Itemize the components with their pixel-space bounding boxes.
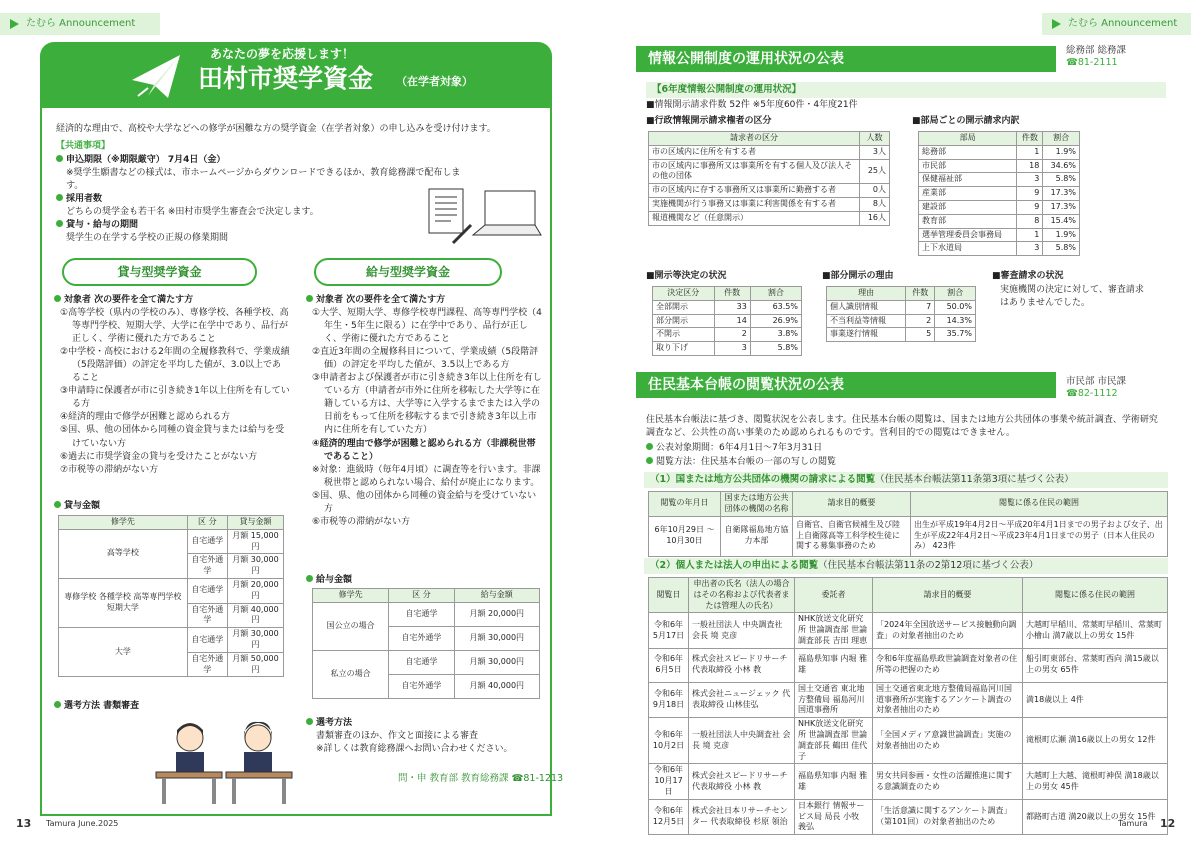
dept-label: ■部局ごとの開示請求内訳 — [912, 116, 1020, 126]
bullet-icon — [56, 155, 63, 162]
bullet-icon — [56, 220, 63, 227]
bullet-icon — [306, 295, 313, 302]
info-section-title: 情報公開制度の運用状況の公表 — [636, 46, 1056, 72]
list-item: ①大学、短期大学、専修学校専門課程、高等専門学校（4年生・5年生に限る）に在学中であり、品行が正しく、学術に優れた方であること — [312, 308, 542, 345]
bullet-icon — [306, 718, 313, 725]
header-tab-left: たむら Announcement — [0, 13, 160, 35]
grant-table: 修学先 区 分 給与金額 国公立の場合 自宅通学 月額 20,000円 自宅外通学 月額 30,000円 私立の場合 自宅通学 月額 30,000円 自宅外通学 月額 40,000円 — [312, 588, 540, 699]
partial-table: 理由 件数 割合 個人識別情報 7 50.0% 不当利益等情報 2 14.3% 事業遂行情報 5 35.7% — [826, 286, 976, 342]
list-item: ①高等学校（県内の学校のみ）、専修学校、各種学校、高等専門学校、短期大学、大学に在学中であり、品行が正しく、学術に優れた方であること — [60, 308, 289, 345]
period-line: 公表対象期間：6年4月1日～7年3月31日 — [656, 443, 823, 453]
bullet-icon — [306, 575, 313, 582]
dept-table: 部局 件数 割合 総務部 1 1.9% 市民部 18 34.6% 保健福祉部 3 5.8% 産業部 9 17.3% 建設部 9 17.3% 教育部 8 15.4% 選挙管理委員会事務局 1 1.9% 上下水道局 3 5.8% — [918, 131, 1080, 256]
list-item-note: ※対象：進級時（毎年4月頃）に調査等を行います。非課税世帯と認められない場合、給付が廃止になります。 — [312, 464, 541, 488]
list-item: ②中学校・高校における2年間の全履修教科で、学業成績（5段階評価）の評定を平均した値が、3.0以上であること — [60, 347, 290, 384]
list-item: ③申請時に保護者が市に引き続き1年以上住所を有している方 — [60, 386, 290, 410]
sec2-table: 閲覧日 申出者の氏名（法人の場合はその名称および代表者または管理人の氏名） 委託者 請求目的概要 閲覧に係る住民の範囲 令和6年5月17日 一般社団法人 中央調査社 会長 境 克彦 NHK放送文化研究所 世論調査部 世論調査部長 吉田 理恵 「2024年全国放送サービス接触動向調査」の対象者抽出のため 大越町早稲川、常葉町早稲川、常葉町小檜山 満7歳以上の男女 15件 令和6年6月5日 株式会社スピードリサーチ 代表取締役 小林 教 福島県知事 内堀 雅雄 令和6年度福島県政世論調査対象者の住所等の把握のため 船引町東部台、常葉町西向 満15歳以上の男女 65件 令和6年9月18日 株式会社ニュージェック 代表取締役 山林佳弘 国土交通省 東北地方整備局 福島河川国道事務所 国土交通省東北地方整備局福島河川国道事務所が実施するアンケート調査の対象者抽出のため 満18歳以上 4件 令和6年10月2日 一般社団法人中央調査社 会長 境 克彦 NHK放送文化研究所 世論調査部 世論調査部長 鶴田 佳代子 「全国メディア意識世論調査」実施の対象者抽出のため 滝根町広瀬 満16歳以上の男女 12件 令和6年10月17日 株式会社スピードリサーチ 代表取締役 小林 教 福島県知事 内堀 雅雄 男女共同参画・女性の活躍推進に関する意識調査のため 大越町上大越、滝根町神俣 満18歳以上の男女 45件 令和6年12月5日 株式会社日本リサーチセンター 代表取締役 杉原 領治 日本銀行 情報サービス局 局長 小牧 義弘 「生活意識に関するアンケート調査」（第101回）の対象者抽出のため 都路町古道 満20歳以上の男女 15件 — [648, 577, 1168, 835]
req-cat-label: ■行政情報開示請求権者の区分 — [646, 116, 772, 126]
common-heading: 【共通事項】 — [56, 141, 111, 151]
header-tab-right: たむら Announcement — [1042, 13, 1191, 35]
loan-selection: 選考方法 書類審査 — [64, 701, 140, 711]
list-item: ②直近3年間の全履修科目について、学業成績（5段階評価）の評定を平均した値が、3.5以上である方 — [312, 347, 539, 371]
decision-table: 決定区分 件数 割合 全部開示 33 63.5% 部分開示 14 26.9% 不開示 2 3.8% 取り下げ 3 5.8% — [652, 286, 802, 356]
review-text: 実施機関の決定に対して、審査請求はありませんでした。 — [1000, 285, 1144, 309]
req-cat-table: 請求者の区分 人数 市の区域内に住所を有する者 3人 市の区域内に事務所又は事業所を有する個人及び法人その他の団体 25人 市の区域内に存する事務所又は事業所に勤務する者 0人 実施機関が行う事務又は事業に利害関係を有する者 8人 報道機関など（任意開示） 16人 — [648, 131, 890, 226]
grant-type-title: 給与型奨学資金 — [314, 258, 502, 286]
loan-type-title: 貸与型奨学資金 — [62, 258, 257, 286]
partial-label: ■部分開示の理由 — [822, 271, 894, 281]
banner-title: 田村市奨学資金 — [198, 64, 374, 93]
loan-table: 修学先 区 分 貸与金額 高等学校 自宅通学 月額 15,000円 自宅外通学 月額 30,000円 専修学校 各種学校 高等専門学校 短期大学 自宅通学 月額 20,000円 自宅外通学 月額 40,000円 大学 自宅通学 月額 30,000円 自宅外通学 月額 50,000円 — [58, 515, 284, 677]
list-item: ③申請者および保護者が市に引き続き3年以上住所を有している方（申請者が市外に住所を移転した大学等に在籍している方は、大学等に入学するまでまたは入学の日前をもって住所を移転するまで引き続き3年以上市内に住所を有していた方） — [312, 373, 542, 436]
common-items: 申込期限（※期限厳守） 7月4日（金） ※奨学生願書などの様式は、市ホームページからダウンロードできるほか、教育総務課で配布します。 採用者数 どちらの奨学金も若干名 ※田村市奨学生審査会で決定します。 貸与・給与の期間 奨学生の在学する学校の正規の修業期間 — [56, 154, 466, 245]
review-label: ■審査請求の状況 — [992, 271, 1064, 281]
bullet-icon — [54, 295, 61, 302]
list-item: ⑥過去に市奨学資金の貸与を受けたことがない方 — [60, 451, 258, 462]
list-item: ⑥市税等の滞納がない方 — [312, 516, 411, 527]
bullet-icon — [56, 194, 63, 201]
list-item: ⑤国、県、他の団体から同種の資金給与を受けていない方 — [312, 490, 537, 514]
loan-amount-label: 貸与金額 — [64, 501, 101, 511]
banner-note: （在学者対象） — [396, 75, 473, 88]
page-number-right: 12 — [1160, 817, 1176, 830]
intro-text: 経済的な理由で、高校や大学などへの修学が困難な方の奨学資金（在学者対象）の申し込みを受け付けます。 — [56, 124, 496, 134]
list-item: ④経済的理由で修学が困難と認められる方 — [60, 412, 231, 423]
grant-amount-label: 給与金額 — [316, 575, 353, 585]
bullet-icon — [646, 443, 653, 450]
loan-target: 対象者 次の要件を全て満たす方 ①高等学校（県内の学校のみ）、専修学校、各種学校、高等専門学校、短期大学、大学に在学中であり、品行が正しく、学術に優れた方であること ②中学校・高校における2年間の全履修教科で、学業成績（5段階評価）の評定を平均した値が、3.0以上であること ③申請時に保護者が市に引き続き1年以上住所を有している方 ④経済的理由で修学が困難と認められる方 ⑤国、県、他の団体から同種の資金貸与または給与を受けていない方 ⑥過去に市奨学資金の貸与を受けたことがない方 ⑦市税等の滞納がない方 — [54, 294, 290, 477]
footer-right: Tamura — [1118, 819, 1148, 828]
grant-selection: 選考方法 書類審査のほか、作文と面接による審査 ※詳しくは教育総務課へお問い合わせください。 — [306, 717, 542, 756]
fy-heading: 【6年度情報公開制度の運用状況】 — [646, 82, 1166, 98]
bullet-icon — [54, 701, 61, 708]
banner-subtitle: あなたの夢を応援します！ — [210, 47, 355, 61]
sec1-table: 閲覧の年月日 国または地方公共団体の機関の名称 請求目的概要 閲覧に係る住民の範囲 6年10月29日 ～10月30日 自衛隊福島地方協力本部 自衛官、自衛官候補生及び陸上自衛隊高等工科学校生徒に関する募集事務のため 出生が平成19年4月2日～平成20年4月1日までの男子および女子、出生が平成22年4月2日～平成23年4月1日までの男子（日本人住民のみ） 423件 — [648, 491, 1168, 557]
page-number-left: 13 — [16, 817, 32, 830]
decision-label: ■開示等決定の状況 — [646, 271, 727, 281]
grant-target: 対象者 次の要件を全て満たす方 ①大学、短期大学、専修学校専門課程、高等専門学校（4年生・5年生に限る）に在学中であり、品行が正しく、学術に優れた方であること ②直近3年間の全履修科目について、学業成績（5段階評価）の評定を平均した値が、3.5以上である方 ③申請者および保護者が市に引き続き3年以上住所を有している方（申請者が市外に住所を移転した大学等に在籍している方は、大学等に入学するまでまたは入学の日前をもって住所を移転するまで引き続き3年以上市内に住所を有していた方） ④経済的理由で修学が困難と認められる方（非課税世帯であること） ※対象：進級時（毎年4月頃）に調査等を行います。非課税世帯と認められない場合、給付が廃止になります。 ⑤国、県、他の団体から同種の資金給与を受けていない方 ⑥市税等の滞納がない方 — [306, 294, 544, 529]
sec2-title: （2）個人または法人の申出による閲覧（住民基本台帳法第11条の2第12項に基づく公表） — [644, 558, 1168, 574]
method-line: 閲覧方法：住民基本台帳の一部の写しの閲覧 — [656, 457, 837, 467]
resident-intro: 住民基本台帳法に基づき、閲覧状況を公表します。住民基本台帳の閲覧は、国または地方公共団体の事業や統計調査、学術研究調査など、公共性の高い事業のため認められるものです。営利目的での閲覧はできません。 — [646, 415, 1158, 439]
list-item: ⑤国、県、他の団体から同種の資金貸与または給与を受けていない方 — [60, 425, 285, 449]
footer-left: Tamura June.2025 — [46, 819, 119, 828]
info-contact: 総務部 総務課 ☎81-2111 — [1066, 45, 1127, 69]
requests-line: ■情報開示請求件数 52件 ※5年度60件・4年度21件 — [646, 100, 858, 110]
paper-plane-icon — [130, 52, 182, 102]
resident-contact: 市民部 市民課 ☎82-1112 — [1066, 376, 1127, 400]
bullet-icon — [646, 457, 653, 464]
list-item: ④経済的理由で修学が困難と認められる方（非課税世帯であること） — [312, 438, 536, 462]
students-illustration — [150, 710, 300, 806]
list-item: ⑦市税等の滞納がない方 — [60, 464, 159, 475]
bullet-icon — [54, 501, 61, 508]
laptop-document-icon — [425, 185, 545, 250]
resident-section-title: 住民基本台帳の閲覧状況の公表 — [636, 372, 1056, 398]
sec1-title: （1）国または地方公共団体の機関の請求による閲覧（住民基本台帳法第11条第3項に基づく公表） — [644, 472, 1168, 488]
contact-left: 問・申 教育部 教育総務課 ☎81-1213 — [398, 773, 564, 784]
